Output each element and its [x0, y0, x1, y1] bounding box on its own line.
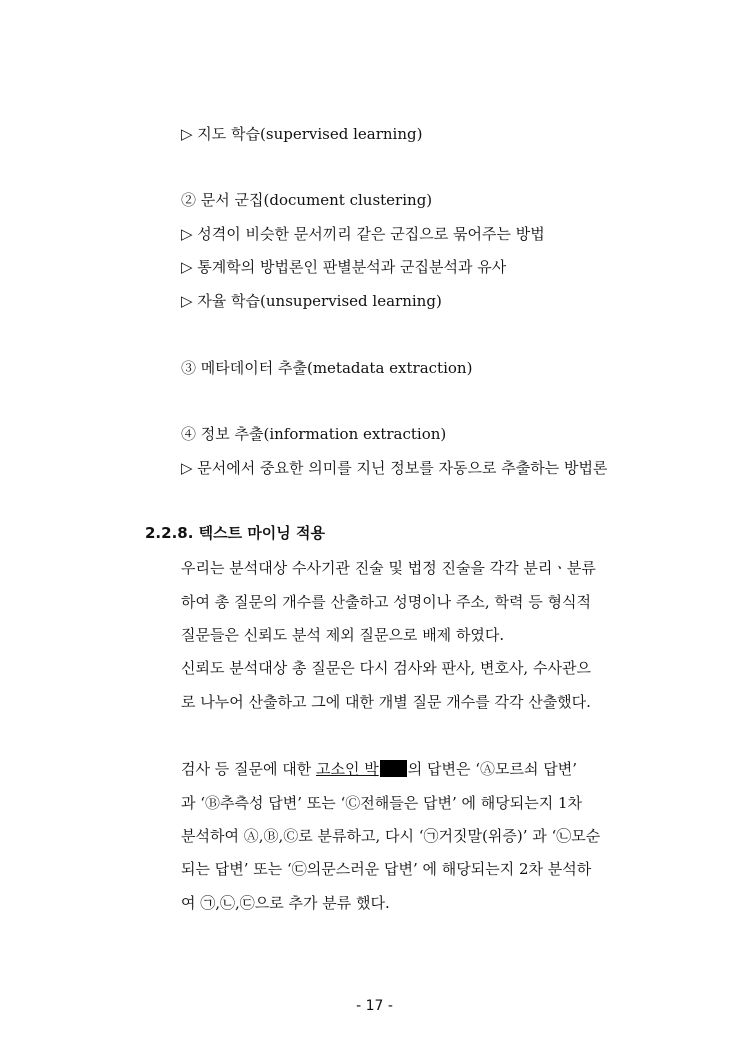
para3-line1	[181, 759, 577, 779]
para1-line2: 하여 총 질문의 개수를 산출하고 성명이나 주소, 학력 등 형식적	[181, 593, 591, 611]
para1-line1: 우리는 분석대상 수사기관 진술 및 법정 진술을 각각 분리ㆍ분류	[181, 559, 596, 577]
para2-line1: 신뢰도 분석대상 총 질문은 다시 검사와 판사, 변호사, 수사관으	[181, 659, 591, 677]
section-heading-2-2-8: 2.2.8. 텍스트 마이닝 적용	[145, 524, 325, 542]
bullet-supervised-learning: ▷ 지도 학습(supervised learning)	[181, 125, 423, 143]
bullet-unsupervised-learning: ▷ 자율 학습(unsupervised learning)	[181, 292, 442, 310]
bullet-clustering-definition: ▷ 성격이 비슷한 문서끼리 같은 군집으로 묶어주는 방법	[181, 225, 545, 243]
para3-line2: 과 ‘Ⓑ추측성 답변’ 또는 ‘Ⓒ전해들은 답변’ 에 해당되는지 1차	[181, 794, 583, 812]
para3-line3: 분석하여 Ⓐ,Ⓑ,Ⓒ로 분류하고, 다시 ‘㉠거짓말(위증)’ 과 ‘㉡모순	[181, 827, 601, 845]
redaction-block	[380, 760, 407, 777]
para3-line4: 되는 답변’ 또는 ‘㉢의문스러운 답변’ 에 해당되는지 2차 분석하	[181, 860, 592, 878]
section-title-information-extraction: ④ 정보 추출(information extraction)	[181, 425, 447, 443]
para3-line1-suffix: 의 답변은 ‘Ⓐ모르쇠 답변’	[407, 760, 577, 778]
para3-line1-prefix: 검사 등 질문에 대한	[181, 760, 316, 778]
para1-line3: 질문들은 신뢰도 분석 제외 질문으로 배제 하였다.	[181, 626, 505, 644]
bullet-clustering-statistics: ▷ 통계학의 방법론인 판별분석과 군집분석과 유사	[181, 258, 507, 276]
para3-line5: 여 ㉠,㉡,㉢으로 추가 분류 했다.	[181, 894, 390, 912]
para2-line2: 로 나누어 산출하고 그에 대한 개별 질문 개수를 각각 산출했다.	[181, 693, 591, 711]
bullet-information-extraction-definition: ▷ 문서에서 중요한 의미를 지닌 정보를 자동으로 추출하는 방법론	[181, 459, 608, 477]
section-title-metadata-extraction: ③ 메타데이터 추출(metadata extraction)	[181, 359, 473, 377]
complainant-name: 고소인 박	[316, 760, 379, 778]
page-number: - 17 -	[356, 998, 393, 1014]
section-title-document-clustering: ② 문서 군집(document clustering)	[181, 191, 433, 209]
